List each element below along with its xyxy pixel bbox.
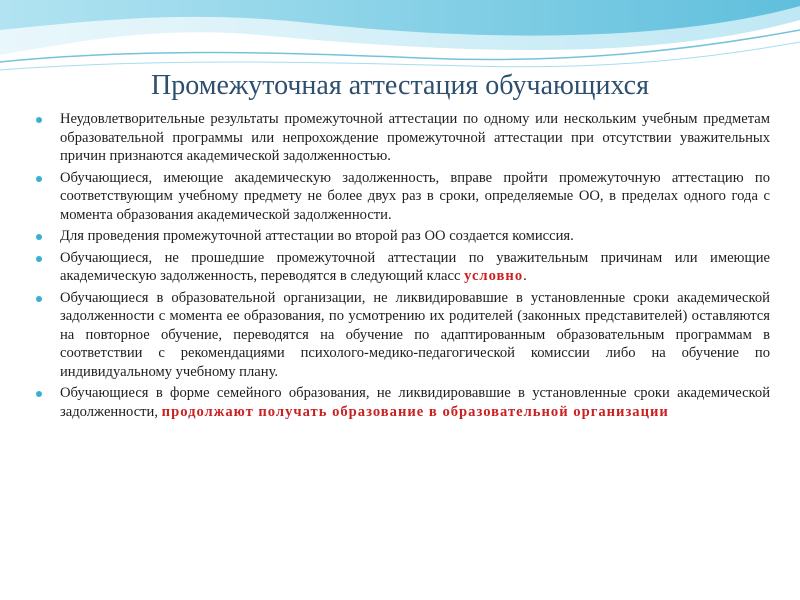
bullet-item-1	[30, 110, 770, 166]
bullet-dot-icon	[36, 117, 42, 123]
bullet-text: Неудовлетворительные результаты промежуточной аттестации по одному или нескольким учебным предметам образовательной программы или непрохождение промежуточной аттестации при отсутствии уважительных причин признаются академической задолженностью.	[60, 111, 770, 164]
bullet-text: Обучающиеся в образовательной организации, не ликвидировавшие в установленные сроки академической задолженности с момента ее образования, по усмотрению их родителей (законных представителей) оставляются на повторное обучение, переводятся на обучение по адаптированным образовательным программам в соответствии с рекомендациями психолого-медико-педагогической комиссии либо на обучение по индивидуальному учебному плану.	[60, 289, 770, 380]
wave-line-2	[0, 42, 800, 70]
bullet-list	[30, 110, 770, 424]
bullet-dot-icon	[36, 296, 42, 302]
bullet-text-end: .	[523, 268, 527, 284]
bullet-dot-icon	[36, 391, 42, 397]
bullet-item-3	[30, 227, 770, 246]
bullet-item-2	[30, 169, 770, 225]
bullet-text: Обучающиеся в форме семейного образования, не ликвидировавшие в установленные сроки академической задолженности,	[60, 385, 770, 420]
bullet-item-4	[30, 249, 770, 286]
bullet-text: Для проведения промежуточной аттестации во второй раз ОО создается комиссия.	[60, 228, 574, 244]
bullet-dot-icon	[36, 256, 42, 262]
bullet-text: Обучающиеся, не прошедшие промежуточной аттестации по уважительным причинам или имеющие академическую задолженность, переводятся в следующий класс	[60, 249, 770, 284]
emphasis-conditional: условно	[464, 268, 524, 284]
bullet-item-6	[30, 384, 770, 421]
bullet-dot-icon	[36, 234, 42, 240]
bullet-item-5	[30, 289, 770, 382]
bullet-dot-icon	[36, 176, 42, 182]
slide-title: Промежуточная аттестация обучающихся	[151, 70, 649, 101]
bullet-text: Обучающиеся, имеющие академическую задолженность, вправе пройти промежуточную аттестацию по соответствующим учебному предмету не более двух раз в сроки, определяемые ОО, в пределах одного года с момента образования академической задолженности.	[60, 169, 770, 223]
emphasis-continue-education: продолжают получать образование в образовательной организации	[161, 403, 669, 420]
